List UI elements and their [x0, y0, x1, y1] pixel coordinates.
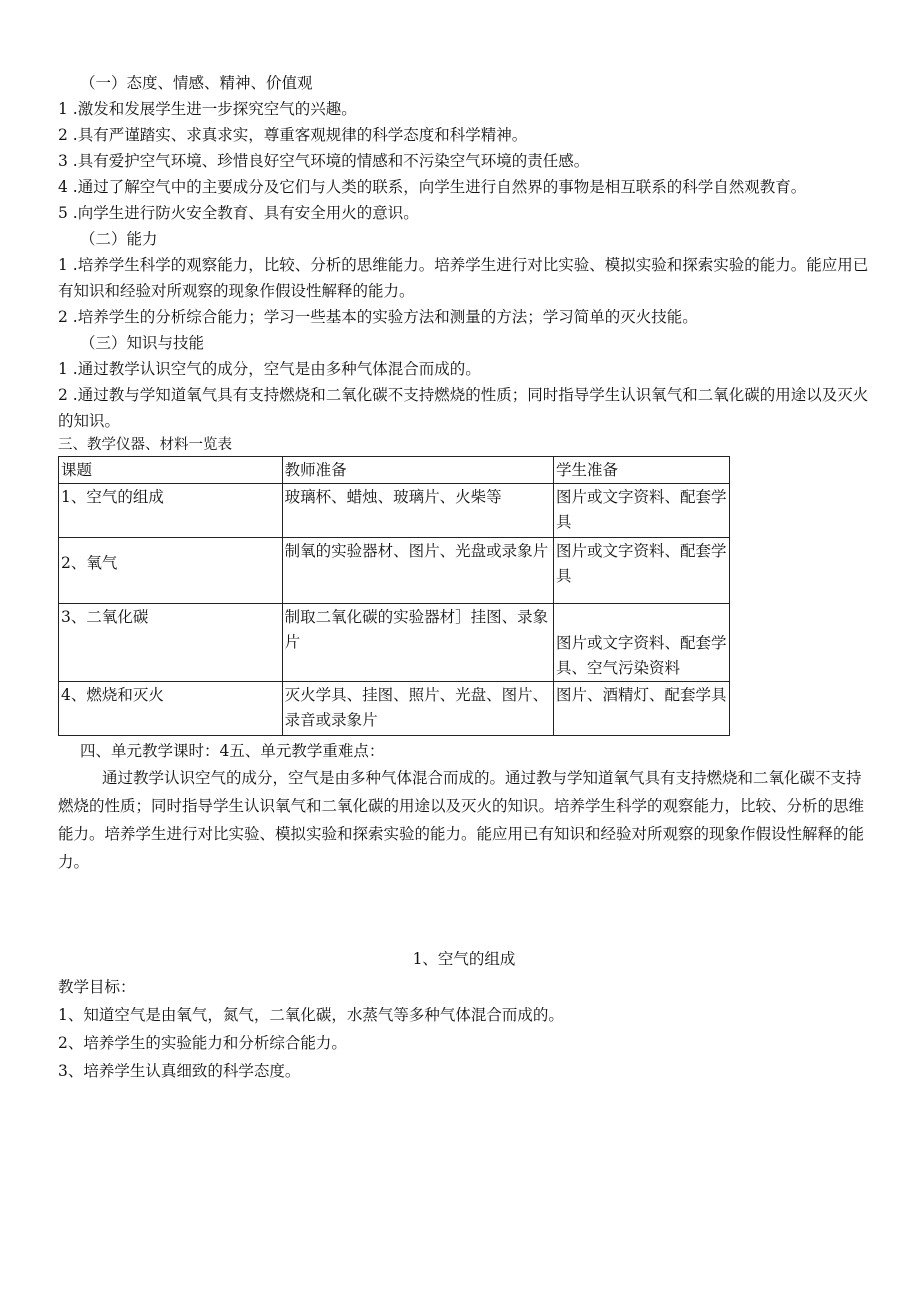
cell-topic: 4、燃烧和灭火: [59, 682, 283, 736]
section-heading-knowledge: （三）知识与技能: [80, 334, 205, 352]
cell-topic: 1、空气的组成: [59, 484, 283, 538]
cell-topic: 2、氧气: [59, 538, 283, 604]
cell-student: 图片或文字资料、配套学具: [553, 538, 729, 604]
attitude-item-1: 1 .激发和发展学生进一步探究空气的兴趣。: [58, 100, 357, 118]
lesson-title: 1、空气的组成: [412, 950, 516, 968]
goal-item-2: 2、培养学生的实验能力和分析综合能力。: [58, 1034, 347, 1052]
section-heading-attitude: （一）态度、情感、精神、价值观: [80, 74, 313, 92]
cell-teacher: 制取二氧化碳的实验器材］挂图、录象片: [282, 604, 553, 682]
attitude-item-2: 2 .具有严谨踏实、求真求实，尊重客观规律的科学态度和科学精神。: [58, 126, 528, 144]
table-row: [59, 682, 730, 736]
cell-student: 图片、酒精灯、配套学具: [553, 682, 729, 736]
cell-student: 图片或文字资料、配套学具、空气污染资料: [553, 604, 729, 682]
goal-item-3: 3、培养学生认真细致的科学态度。: [58, 1062, 301, 1080]
section-heading-ability: （二）能力: [80, 230, 158, 248]
cell-teacher: 制氧的实验器材、图片、光盘或录象片: [282, 538, 553, 604]
table-title: 三、教学仪器、材料一览表: [58, 437, 232, 453]
cell-topic: 3、二氧化碳: [59, 604, 283, 682]
attitude-item-4: 4 .通过了解空气中的主要成分及它们与人类的联系，向学生进行自然界的事物是相互联系的科学自然观教育。: [58, 178, 807, 196]
goal-item-1: 1、知道空气是由氧气，氮气，二氧化碳，水蒸气等多种气体混合而成的。: [58, 1006, 564, 1024]
header-student: 学生准备: [553, 457, 729, 484]
attitude-item-3: 3 .具有爱护空气环境、珍惜良好空气环境的情感和不污染空气环境的责任感。: [58, 152, 590, 170]
knowledge-item-1: 1 .通过教学认识空气的成分，空气是由多种气体混合而成的。: [58, 360, 481, 378]
key-points-paragraph: 通过教学认识空气的成分，空气是由多种气体混合而成的。通过教与学知道氧气具有支持燃烧和二氧化碳不支持燃烧的性质；同时指导学生认识氧气和二氧化碳的用途以及灭火的知识。培养学生科学的观察能力，比较、分析的思维能力。培养学生进行对比实验、模拟实验和探索实验的能力。能应用已有知识和经验对所观察的现象作假设性解释的能力。: [58, 769, 865, 871]
attitude-item-5: 5 .向学生进行防火安全教育、具有安全用火的意识。: [58, 204, 419, 222]
table-header-row: [59, 457, 730, 484]
header-topic: 课题: [59, 457, 283, 484]
table-row: [59, 604, 730, 682]
section-heading-hours: 四、单元教学课时：4五、单元教学重难点：: [80, 742, 385, 760]
cell-teacher: 玻璃杯、蜡烛、玻璃片、火柴等: [282, 484, 553, 538]
document-page: [58, 70, 870, 1084]
materials-table: [58, 456, 730, 736]
table-row: [59, 484, 730, 538]
ability-item-1: 1 .培养学生科学的观察能力，比较、分析的思维能力。培养学生进行对比实验、模拟实验和探索实验的能力。能应用已有知识和经验对所观察的现象作假设性解释的能力。: [58, 256, 869, 300]
table-row: [59, 538, 730, 604]
cell-teacher: 灭火学具、挂图、照片、光盘、图片、录音或录象片: [282, 682, 553, 736]
header-teacher: 教师准备: [282, 457, 553, 484]
goals-label: 教学目标：: [58, 978, 136, 996]
knowledge-item-2: 2 .通过教与学知道氧气具有支持燃烧和二氧化碳不支持燃烧的性质；同时指导学生认识氧气和二氧化碳的用途以及灭火的知识。: [58, 386, 869, 430]
ability-item-2: 2 .培养学生的分析综合能力；学习一些基本的实验方法和测量的方法；学习简单的灭火技能。: [58, 308, 698, 326]
cell-student: 图片或文字资料、配套学具: [553, 484, 729, 538]
